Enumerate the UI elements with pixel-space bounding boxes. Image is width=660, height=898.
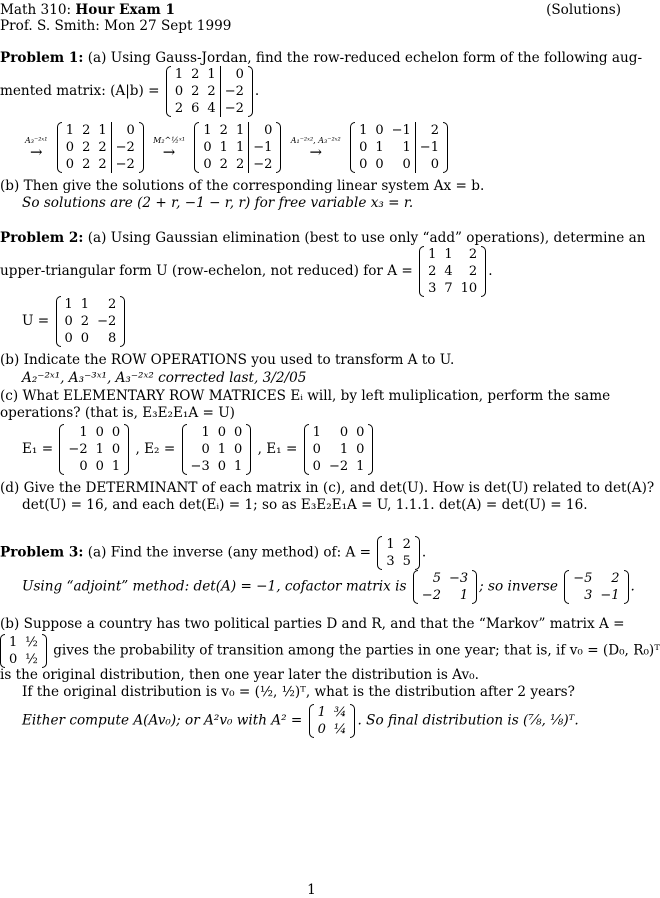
matrix-cell: 2 bbox=[219, 123, 228, 138]
matrix-cell: −1 bbox=[600, 588, 620, 603]
matrix-cell: 0 bbox=[203, 157, 212, 172]
matrix-right-bracket bbox=[42, 634, 47, 668]
matrix-cell: 1 bbox=[80, 297, 90, 312]
page-number: 1 bbox=[307, 882, 316, 898]
matrix-cell: 0 bbox=[80, 331, 90, 346]
p2-c-text-1: (c) What ELEMENTARY ROW MATRICES Eᵢ will, by left muliplication, perform the same bbox=[0, 388, 611, 404]
matrix-right-bracket bbox=[481, 246, 486, 297]
solutions-label: (Solutions) bbox=[546, 2, 621, 18]
matrix-cell: 1 bbox=[459, 588, 469, 603]
p2-a-text-2: upper-triangular form U (row-echelon, not reduced) for A = 1 1 2 2 4 2 3 7 10. bbox=[0, 247, 493, 296]
matrix-right-bracket bbox=[248, 66, 253, 117]
matrix-cell: −5 bbox=[573, 571, 593, 586]
matrix-cell: 2 bbox=[428, 264, 437, 279]
matrix-right-bracket bbox=[415, 536, 420, 570]
matrix-cell: 2 bbox=[82, 140, 91, 155]
p1-step2-matrix bbox=[194, 122, 281, 173]
p2-b-text: (b) Indicate the ROW OPERATIONS you used to transform A to U. bbox=[0, 352, 455, 368]
matrix-cell: 0 bbox=[111, 425, 121, 440]
matrix-cell: −2 bbox=[220, 83, 248, 100]
matrix-cell: 8 bbox=[107, 331, 117, 346]
matrix-cell: 0 bbox=[312, 459, 321, 474]
exam-title: Hour Exam 1 bbox=[75, 2, 175, 18]
matrix-cell: 2 bbox=[207, 84, 216, 99]
p1-a-text-1: Problem 1: (a) Using Gauss-Jordan, find the row-reduced echelon form of the following aug- bbox=[0, 50, 643, 66]
matrix-cell: 0 bbox=[64, 314, 73, 329]
matrix-right-bracket bbox=[368, 424, 373, 475]
matrix-cell: 0 bbox=[217, 425, 226, 440]
matrix-cell: 2 bbox=[415, 122, 443, 139]
matrix-cell: 0 bbox=[248, 122, 276, 139]
matrix-cell: 1 bbox=[356, 459, 365, 474]
matrix-cell: 1 bbox=[312, 425, 321, 440]
matrix-cell: 2 bbox=[402, 537, 411, 552]
matrix-cell: 0 bbox=[234, 425, 243, 440]
matrix-cell: −2 bbox=[248, 156, 276, 173]
matrix-cell: −2 bbox=[111, 156, 139, 173]
matrix-cell: 1 bbox=[359, 123, 368, 138]
matrix-cell: 0 bbox=[356, 442, 365, 457]
matrix-cell: 0 bbox=[79, 459, 88, 474]
matrix-cell: ½ bbox=[25, 652, 38, 667]
matrix-cell: 0 bbox=[95, 425, 104, 440]
matrix-right-bracket bbox=[443, 122, 448, 173]
matrix-cell: 1 bbox=[207, 67, 216, 82]
matrix-cell: 1 bbox=[339, 442, 349, 457]
matrix-cell: 1 bbox=[375, 140, 384, 155]
p2-matrix-E1 bbox=[59, 424, 129, 475]
matrix-cell: 1 bbox=[444, 247, 453, 262]
matrix-cell: 2 bbox=[235, 157, 245, 172]
instructor-line: Prof. S. Smith: Mon 27 Sept 1999 bbox=[0, 18, 232, 34]
matrix-cell: 0 bbox=[317, 722, 326, 737]
matrix-cell: ¼ bbox=[333, 722, 347, 737]
matrix-cell: −2 bbox=[421, 588, 441, 603]
matrix-cell: 4 bbox=[444, 264, 453, 279]
matrix-right-bracket bbox=[624, 570, 629, 604]
matrix-cell: 1 bbox=[174, 67, 184, 82]
matrix-cell: 0 bbox=[95, 459, 104, 474]
p3-b-text-4: If the original distribution is v₀ = (½, ½)ᵀ, what is the distribution after 2 years? bbox=[22, 684, 575, 700]
p3-b-answer: Either compute A(Av₀); or A²v₀ with A² = 1 ¾ 0 ¼. So final distribution is (⅞, ⅛)ᵀ. bbox=[22, 705, 579, 737]
p1-op3-arrow: A₁⁻²ˣ², A₃⁻²ˣ² → bbox=[290, 136, 341, 161]
matrix-right-bracket bbox=[472, 570, 477, 604]
matrix-cell: 0 bbox=[220, 66, 248, 83]
matrix-cell: 4 bbox=[207, 101, 216, 116]
p3-cofactor-matrix bbox=[413, 570, 477, 604]
p2-E-line: E₁ = 1 0 0 −2 1 0 0 0 1 , E₂ = 1 0 0 0 1 0 −3 0 1 , E₁ = 1 0 0 0 1 0 0 −2 1 bbox=[22, 424, 375, 475]
p2-d-answer: det(U) = 16, and each det(Eᵢ) = 1; so as E₃E₂E₁A = U, 1.1.1. det(A) = det(U) = 16. bbox=[22, 497, 588, 513]
matrix-cell: 0 bbox=[111, 442, 121, 457]
matrix-cell: 2 bbox=[98, 140, 107, 155]
matrix-cell: 0 bbox=[217, 459, 226, 474]
matrix-cell: 1 bbox=[317, 705, 326, 720]
matrix-cell: 0 bbox=[375, 157, 384, 172]
p2-b-answer: A₂⁻²ˣ¹, A₃⁻³ˣ¹, A₃⁻²ˣ² corrected last, 3/2/05 bbox=[22, 370, 307, 386]
matrix-cell: 0 bbox=[65, 140, 75, 155]
matrix-cell: −1 bbox=[415, 139, 443, 156]
matrix-cell: −2 bbox=[111, 139, 139, 156]
matrix-cell: 0 bbox=[339, 425, 349, 440]
matrix-cell: 1 bbox=[65, 123, 75, 138]
matrix-cell: 2 bbox=[191, 84, 200, 99]
p3-markov-matrix bbox=[0, 634, 47, 668]
matrix-cell: 2 bbox=[468, 264, 478, 279]
matrix-cell: ½ bbox=[25, 635, 38, 650]
p3-matrix-A-squared bbox=[309, 704, 356, 738]
matrix-cell: −3 bbox=[190, 459, 210, 474]
p2-c-text-2: operations? (that is, E₃E₂E₁A = U) bbox=[0, 405, 235, 421]
p2-matrix-E2 bbox=[182, 424, 252, 475]
matrix-cell: −1 bbox=[248, 139, 276, 156]
matrix-cell: 2 bbox=[219, 157, 228, 172]
p1-augmented-matrix bbox=[166, 66, 253, 117]
matrix-cell: 1 bbox=[98, 123, 107, 138]
matrix-cell: 1 bbox=[235, 123, 245, 138]
matrix-cell: 0 bbox=[203, 140, 212, 155]
matrix-cell: 1 bbox=[235, 140, 245, 155]
matrix-cell: 0 bbox=[402, 157, 411, 172]
matrix-cell: 1 bbox=[79, 425, 88, 440]
matrix-cell: 6 bbox=[191, 101, 200, 116]
p3-inverse-matrix bbox=[564, 570, 628, 604]
matrix-cell: 0 bbox=[174, 84, 184, 99]
p3-b-text-2: 1 ½ 0 ½ gives the probability of transition among the parties in one year; that is, if v₀ = (D₀, R₀)ᵀ bbox=[0, 634, 652, 668]
matrix-cell: 0 bbox=[64, 331, 73, 346]
matrix-cell: 5 bbox=[402, 554, 411, 569]
matrix-cell: 0 bbox=[312, 442, 321, 457]
matrix-cell: 1 bbox=[402, 140, 411, 155]
matrix-cell: 2 bbox=[191, 67, 200, 82]
p3-a-text: Problem 3: (a) Find the inverse (any method) of: A = 1 2 3 5. bbox=[0, 537, 427, 569]
matrix-cell: 1 bbox=[111, 459, 121, 474]
p1-reduction-steps bbox=[22, 122, 450, 173]
matrix-right-bracket bbox=[350, 704, 355, 738]
matrix-cell: 0 bbox=[65, 157, 75, 172]
matrix-cell: 1 bbox=[95, 442, 104, 457]
matrix-cell: 2 bbox=[98, 157, 107, 172]
p3-matrix-A bbox=[377, 536, 420, 570]
matrix-cell: 2 bbox=[468, 247, 478, 262]
p2-matrix-A bbox=[419, 246, 486, 297]
matrix-cell: −2 bbox=[68, 442, 88, 457]
matrix-cell: 0 bbox=[359, 157, 368, 172]
p2-matrix-E3 bbox=[304, 424, 374, 475]
matrix-cell: 3 bbox=[386, 554, 395, 569]
matrix-cell: 1 bbox=[9, 635, 18, 650]
p3-a-answer: Using “adjoint” method: det(A) = −1, cofactor matrix is 5 −3 −2 1; so inverse −5 2 3 −1. bbox=[22, 571, 635, 603]
p2-U-line: U = 1 1 2 0 2 −2 0 0 8 bbox=[22, 296, 127, 347]
p2-matrix-U bbox=[56, 296, 126, 347]
p2-a-text-1: Problem 2: (a) Using Gaussian elimination (best to use only “add” operations), determine an bbox=[0, 230, 646, 246]
p3-b-text-3: is the original distribution, then one year later the distribution is Av₀. bbox=[0, 667, 479, 683]
matrix-right-bracket bbox=[276, 122, 281, 173]
matrix-right-bracket bbox=[120, 296, 125, 347]
matrix-cell: −1 bbox=[391, 123, 411, 138]
p1-op2-arrow: M₂^½ˣ¹ → bbox=[153, 136, 186, 161]
matrix-cell: 10 bbox=[460, 281, 478, 296]
matrix-cell: 1 bbox=[428, 247, 437, 262]
matrix-cell: 1 bbox=[217, 442, 226, 457]
matrix-cell: 1 bbox=[219, 140, 228, 155]
p1-step3-matrix bbox=[350, 122, 448, 173]
p1-a-text-2: mented matrix: (A|b) = 1 2 1 0 0 2 2 −2 2 6 4 −2. bbox=[0, 67, 260, 116]
matrix-cell: 0 bbox=[201, 442, 210, 457]
matrix-cell: −2 bbox=[220, 100, 248, 117]
matrix-cell: 3 bbox=[428, 281, 437, 296]
p2-d-text: (d) Give the DETERMINANT of each matrix in (c), and det(U). How is det(U) related to det(A)? bbox=[0, 480, 655, 496]
matrix-cell: 0 bbox=[111, 122, 139, 139]
matrix-cell: 0 bbox=[375, 123, 384, 138]
matrix-cell: 1 bbox=[203, 123, 212, 138]
matrix-cell: 2 bbox=[80, 314, 90, 329]
matrix-cell: 2 bbox=[82, 123, 91, 138]
matrix-right-bracket bbox=[139, 122, 144, 173]
p3-b-text-1: (b) Suppose a country has two political parties D and R, and that the “Markov” matrix A = bbox=[0, 616, 625, 632]
p1-b-answer: So solutions are (2 + r, −1 − r, r) for free variable x₃ = r. bbox=[22, 195, 414, 211]
p1-b-text: (b) Then give the solutions of the corresponding linear system Ax = b. bbox=[0, 178, 485, 194]
course-title: Math 310: Hour Exam 1 bbox=[0, 2, 175, 18]
matrix-cell: 0 bbox=[359, 140, 368, 155]
matrix-cell: 3 bbox=[584, 588, 593, 603]
matrix-cell: 1 bbox=[201, 425, 210, 440]
matrix-cell: 0 bbox=[415, 156, 443, 173]
matrix-cell: ¾ bbox=[333, 705, 347, 720]
matrix-cell: 2 bbox=[611, 571, 620, 586]
matrix-right-bracket bbox=[246, 424, 251, 475]
matrix-cell: 1 bbox=[386, 537, 395, 552]
matrix-cell: 2 bbox=[82, 157, 91, 172]
p1-op1-arrow: A₃⁻²ˣ¹ → bbox=[25, 136, 48, 161]
matrix-cell: −3 bbox=[448, 571, 469, 586]
matrix-cell: −2 bbox=[328, 459, 349, 474]
matrix-cell: 2 bbox=[174, 101, 184, 116]
matrix-cell: 0 bbox=[9, 652, 18, 667]
matrix-cell: 1 bbox=[64, 297, 73, 312]
matrix-cell: 1 bbox=[234, 459, 243, 474]
matrix-cell: 2 bbox=[107, 297, 117, 312]
matrix-cell: −2 bbox=[97, 314, 117, 329]
matrix-cell: 5 bbox=[432, 571, 441, 586]
matrix-right-bracket bbox=[124, 424, 129, 475]
matrix-cell: 0 bbox=[234, 442, 243, 457]
p1-step1-matrix bbox=[57, 122, 144, 173]
matrix-cell: 7 bbox=[444, 281, 453, 296]
matrix-cell: 0 bbox=[356, 425, 365, 440]
